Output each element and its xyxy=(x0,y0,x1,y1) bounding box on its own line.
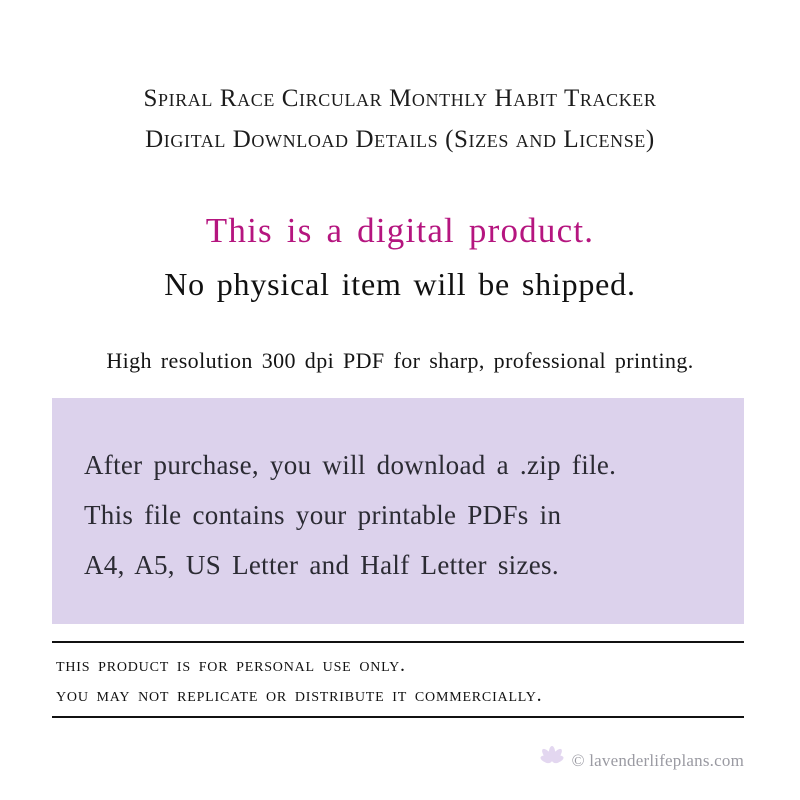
download-contents-line-3: A4, A5, US Letter and Half Letter sizes. xyxy=(84,550,559,580)
license-divider-bottom xyxy=(52,716,744,718)
footer-brand xyxy=(539,748,744,774)
statement-primary-text: This is a digital product. xyxy=(205,211,595,250)
download-contents-line-2: This file contains your printable PDFs in xyxy=(84,500,562,530)
page-title-line-1: Spiral Race Circular Monthly Habit Tracker xyxy=(143,85,657,112)
download-contents-text-group xyxy=(84,440,716,590)
download-contents-panel xyxy=(52,398,744,624)
footer-copyright-text: © lavenderlifeplans.com xyxy=(571,751,744,770)
download-contents-line-1: After purchase, you will download a .zip file. xyxy=(84,450,617,480)
statement-secondary-text: No physical item will be shipped. xyxy=(164,266,636,302)
digital-product-statement xyxy=(0,208,800,308)
license-divider-top xyxy=(52,641,744,643)
header xyxy=(0,78,800,160)
license-notice xyxy=(56,650,746,710)
page-title-line-2: Digital Download Details (Sizes and License) xyxy=(145,126,655,153)
resolution-note: High resolution 300 dpi PDF for sharp, professional printing. xyxy=(106,348,694,373)
license-line-2: you may not replicate or distribute it commercially. xyxy=(56,684,543,706)
license-line-1: this product is for personal use only. xyxy=(56,654,406,676)
lavender-flower-icon xyxy=(539,748,565,774)
